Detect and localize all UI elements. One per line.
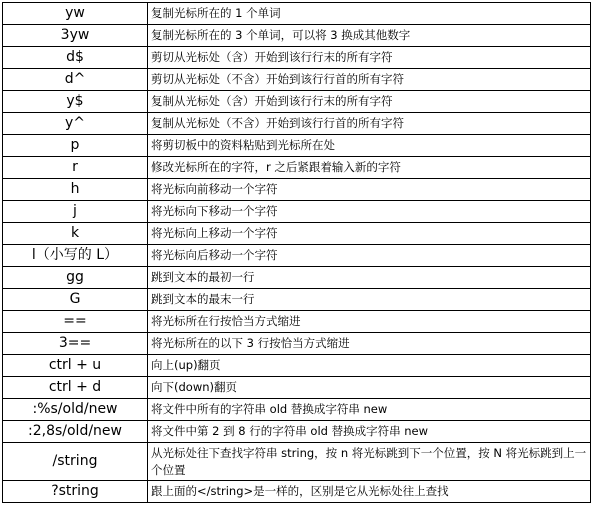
command-cell: == <box>3 311 148 333</box>
table-row <box>3 355 591 377</box>
description-cell: 跳到文本的最末一行 <box>148 289 591 311</box>
description-cell: 将光标向上移动一个字符 <box>148 223 591 245</box>
table-row <box>3 289 591 311</box>
command-cell: ctrl + d <box>3 377 148 399</box>
description-cell: 将剪切板中的资料粘贴到光标所在处 <box>148 135 591 157</box>
command-cell: d^ <box>3 69 148 91</box>
description-cell: 将文件中第 2 到 8 行的字符串 old 替换成字符串 new <box>148 421 591 443</box>
command-cell: 3yw <box>3 25 148 47</box>
table-row <box>3 201 591 223</box>
table-row <box>3 113 591 135</box>
description-cell: 修改光标所在的字符，r 之后紧跟着输入新的字符 <box>148 157 591 179</box>
table-row <box>3 399 591 421</box>
table-row <box>3 3 591 25</box>
description-cell: 剪切从光标处（含）开始到该行行末的所有字符 <box>148 47 591 69</box>
command-cell: G <box>3 289 148 311</box>
description-cell: 复制光标所在的 1 个单词 <box>148 3 591 25</box>
command-cell: 3== <box>3 333 148 355</box>
description-cell: 从光标处往下查找字符串 string，按 n 将光标跳到下一个位置，按 N 将光标跳到上一个位置 <box>148 443 591 481</box>
command-cell: l（小写的 L） <box>3 245 148 267</box>
description-cell: 跳到文本的最初一行 <box>148 267 591 289</box>
command-cell: yw <box>3 3 148 25</box>
command-cell: gg <box>3 267 148 289</box>
command-cell: :2,8s/old/new <box>3 421 148 443</box>
description-cell: 向上(up)翻页 <box>148 355 591 377</box>
table-row <box>3 179 591 201</box>
command-cell: ?string <box>3 481 148 503</box>
description-cell: 将光标向下移动一个字符 <box>148 201 591 223</box>
description-cell: 向下(down)翻页 <box>148 377 591 399</box>
description-cell: 复制从光标处（不含）开始到该行行首的所有字符 <box>148 113 591 135</box>
command-cell: y^ <box>3 113 148 135</box>
table-row <box>3 443 591 481</box>
command-cell: ctrl + u <box>3 355 148 377</box>
command-cell: /string <box>3 443 148 481</box>
table-row <box>3 377 591 399</box>
table-row <box>3 91 591 113</box>
table-row <box>3 157 591 179</box>
vim-command-table <box>2 2 591 503</box>
table-row <box>3 135 591 157</box>
table-row <box>3 333 591 355</box>
description-cell: 将光标所在的以下 3 行按恰当方式缩进 <box>148 333 591 355</box>
table-row <box>3 47 591 69</box>
table-row <box>3 267 591 289</box>
table-row <box>3 481 591 503</box>
description-cell: 将光标向后移动一个字符 <box>148 245 591 267</box>
table-row <box>3 245 591 267</box>
command-cell: k <box>3 223 148 245</box>
description-cell: 复制从光标处（含）开始到该行行末的所有字符 <box>148 91 591 113</box>
table-row <box>3 69 591 91</box>
command-cell: d$ <box>3 47 148 69</box>
command-cell: r <box>3 157 148 179</box>
command-cell: p <box>3 135 148 157</box>
description-cell: 跟上面的</string>是一样的，区别是它从光标处往上查找 <box>148 481 591 503</box>
table-row <box>3 421 591 443</box>
command-cell: h <box>3 179 148 201</box>
table-row <box>3 223 591 245</box>
command-cell: y$ <box>3 91 148 113</box>
description-cell: 将光标所在行按恰当方式缩进 <box>148 311 591 333</box>
table-row <box>3 25 591 47</box>
description-cell: 将文件中所有的字符串 old 替换成字符串 new <box>148 399 591 421</box>
description-cell: 将光标向前移动一个字符 <box>148 179 591 201</box>
command-cell: j <box>3 201 148 223</box>
description-cell: 复制光标所在的 3 个单词，可以将 3 换成其他数字 <box>148 25 591 47</box>
description-cell: 剪切从光标处（不含）开始到该行行首的所有字符 <box>148 69 591 91</box>
table-row <box>3 311 591 333</box>
command-cell: :%s/old/new <box>3 399 148 421</box>
